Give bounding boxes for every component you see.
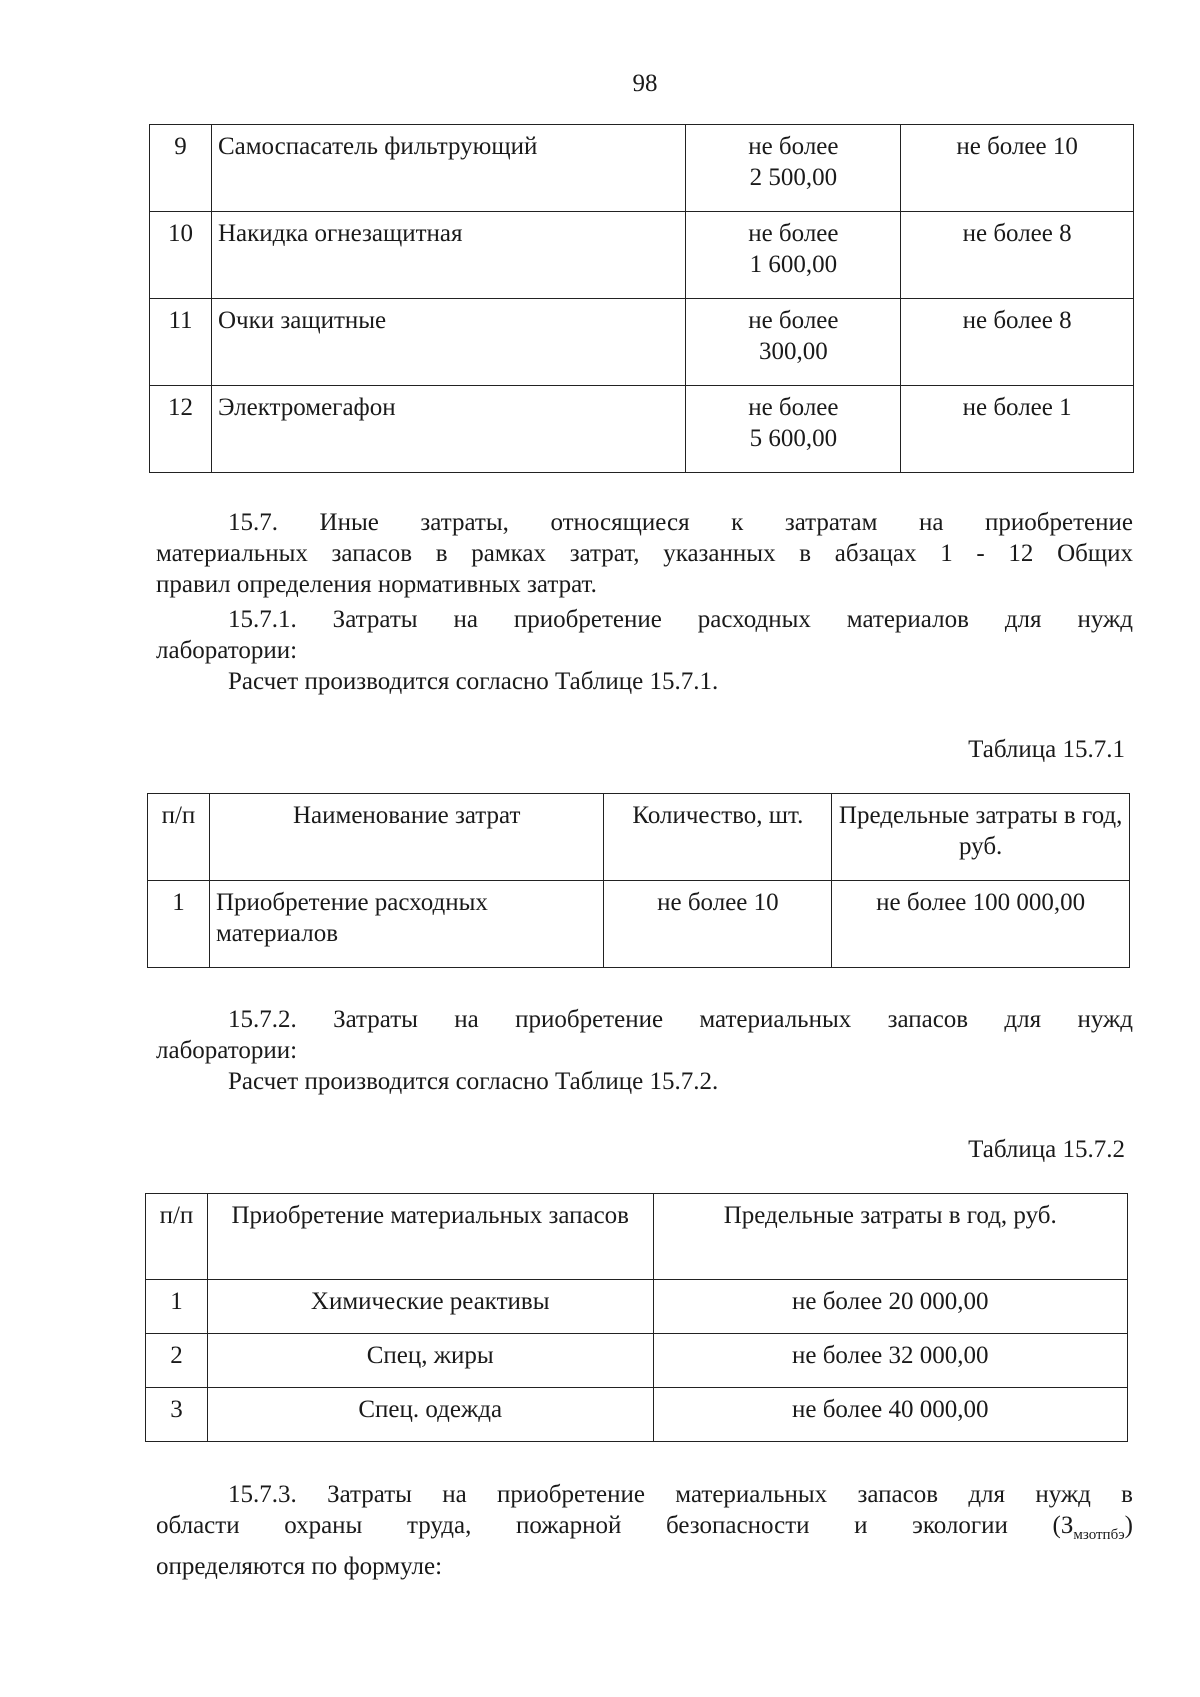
table-row — [150, 212, 1134, 299]
paragraph-line: Расчет производится согласно Таблице 15.7.2. — [228, 1068, 719, 1095]
paragraph-15-7-3 — [156, 1479, 1133, 1582]
paragraph-15-7-1 — [156, 604, 1133, 697]
header-limit: Предельные затраты в год, руб. — [653, 1194, 1128, 1280]
consumables-table — [147, 793, 1130, 968]
item-quantity: не более 10 — [604, 881, 832, 968]
table-row — [150, 299, 1134, 386]
table-row — [150, 125, 1134, 212]
item-limit: не более 40 000,00 — [653, 1388, 1128, 1442]
row-number: 11 — [150, 299, 212, 386]
item-name: Химические реактивы — [207, 1280, 653, 1334]
paragraph-15-7-2 — [156, 1004, 1133, 1097]
materials-table — [145, 1193, 1128, 1442]
table-caption: Таблица 15.7.1 — [968, 736, 1125, 763]
paragraph-line: лаборатории: — [156, 1037, 298, 1064]
item-name: Очки защитные — [211, 299, 686, 386]
item-name: Спец, жиры — [207, 1334, 653, 1388]
header-number: п/п — [148, 794, 210, 881]
table-caption: Таблица 15.7.2 — [968, 1136, 1125, 1163]
paragraph-line: 15.7.1. Затраты на приобретение расходных материалов для нужд — [228, 606, 1133, 633]
header-quantity: Количество, шт. — [604, 794, 832, 881]
item-limit: не более 20 000,00 — [653, 1280, 1128, 1334]
item-price: не более 5 600,00 — [686, 386, 901, 473]
paragraph-line: 15.7.3. Затраты на приобретение материальных запасов для нужд в — [228, 1481, 1133, 1508]
row-number: 10 — [150, 212, 212, 299]
paragraph-line: лаборатории: — [156, 637, 298, 664]
row-number: 2 — [146, 1334, 208, 1388]
item-quantity: не более 1 — [901, 386, 1134, 473]
item-quantity: не более 8 — [901, 212, 1134, 299]
row-number: 1 — [148, 881, 210, 968]
header-name: Наименование затрат — [209, 794, 604, 881]
table-row — [146, 1388, 1128, 1442]
formula-subscript: мзотпбэ — [1073, 1527, 1125, 1543]
paragraph-line: Расчет производится согласно Таблице 15.7.1. — [228, 668, 719, 695]
item-name: Приобретение расходных материалов — [209, 881, 604, 968]
table-row — [146, 1280, 1128, 1334]
row-number: 9 — [150, 125, 212, 212]
item-limit: не более 100 000,00 — [832, 881, 1130, 968]
item-price: не более 2 500,00 — [686, 125, 901, 212]
item-name: Спец. одежда — [207, 1388, 653, 1442]
paragraph-15-7 — [156, 507, 1133, 600]
header-name: Приобретение материальных запасов — [207, 1194, 653, 1280]
row-number: 12 — [150, 386, 212, 473]
paragraph-line: определяются по формуле: — [156, 1553, 443, 1580]
item-price: не более 1 600,00 — [686, 212, 901, 299]
item-name: Самоспасатель фильтрующий — [211, 125, 686, 212]
table-row — [150, 386, 1134, 473]
paragraph-line: области охраны труда, пожарной безопасности и экологии $(З_{мзотпбэ})$ — [156, 1512, 1133, 1543]
item-quantity: не более 10 — [901, 125, 1134, 212]
paragraph-line: 15.7. Иные затраты, относящиеся к затратам на приобретение — [228, 509, 1133, 536]
item-quantity: не более 8 — [901, 299, 1134, 386]
page-number: 98 — [632, 70, 658, 97]
item-price: не более 300,00 — [686, 299, 901, 386]
paragraph-line: правил определения нормативных затрат. — [156, 571, 597, 598]
row-number: 3 — [146, 1388, 208, 1442]
header-limit: Предельные затраты в год, руб. — [832, 794, 1130, 881]
equipment-table — [149, 124, 1134, 473]
item-name: Накидка огнезащитная — [211, 212, 686, 299]
table-header-row — [148, 794, 1130, 881]
header-number: п/п — [146, 1194, 208, 1280]
table-row — [148, 881, 1130, 968]
table-row — [146, 1334, 1128, 1388]
paragraph-line: 15.7.2. Затраты на приобретение материальных запасов для нужд — [228, 1006, 1133, 1033]
table-header-row — [146, 1194, 1128, 1280]
item-limit: не более 32 000,00 — [653, 1334, 1128, 1388]
paragraph-line: материальных запасов в рамках затрат, указанных в абзацах 1 - 12 Общих — [156, 540, 1133, 567]
row-number: 1 — [146, 1280, 208, 1334]
item-name: Электромегафон — [211, 386, 686, 473]
